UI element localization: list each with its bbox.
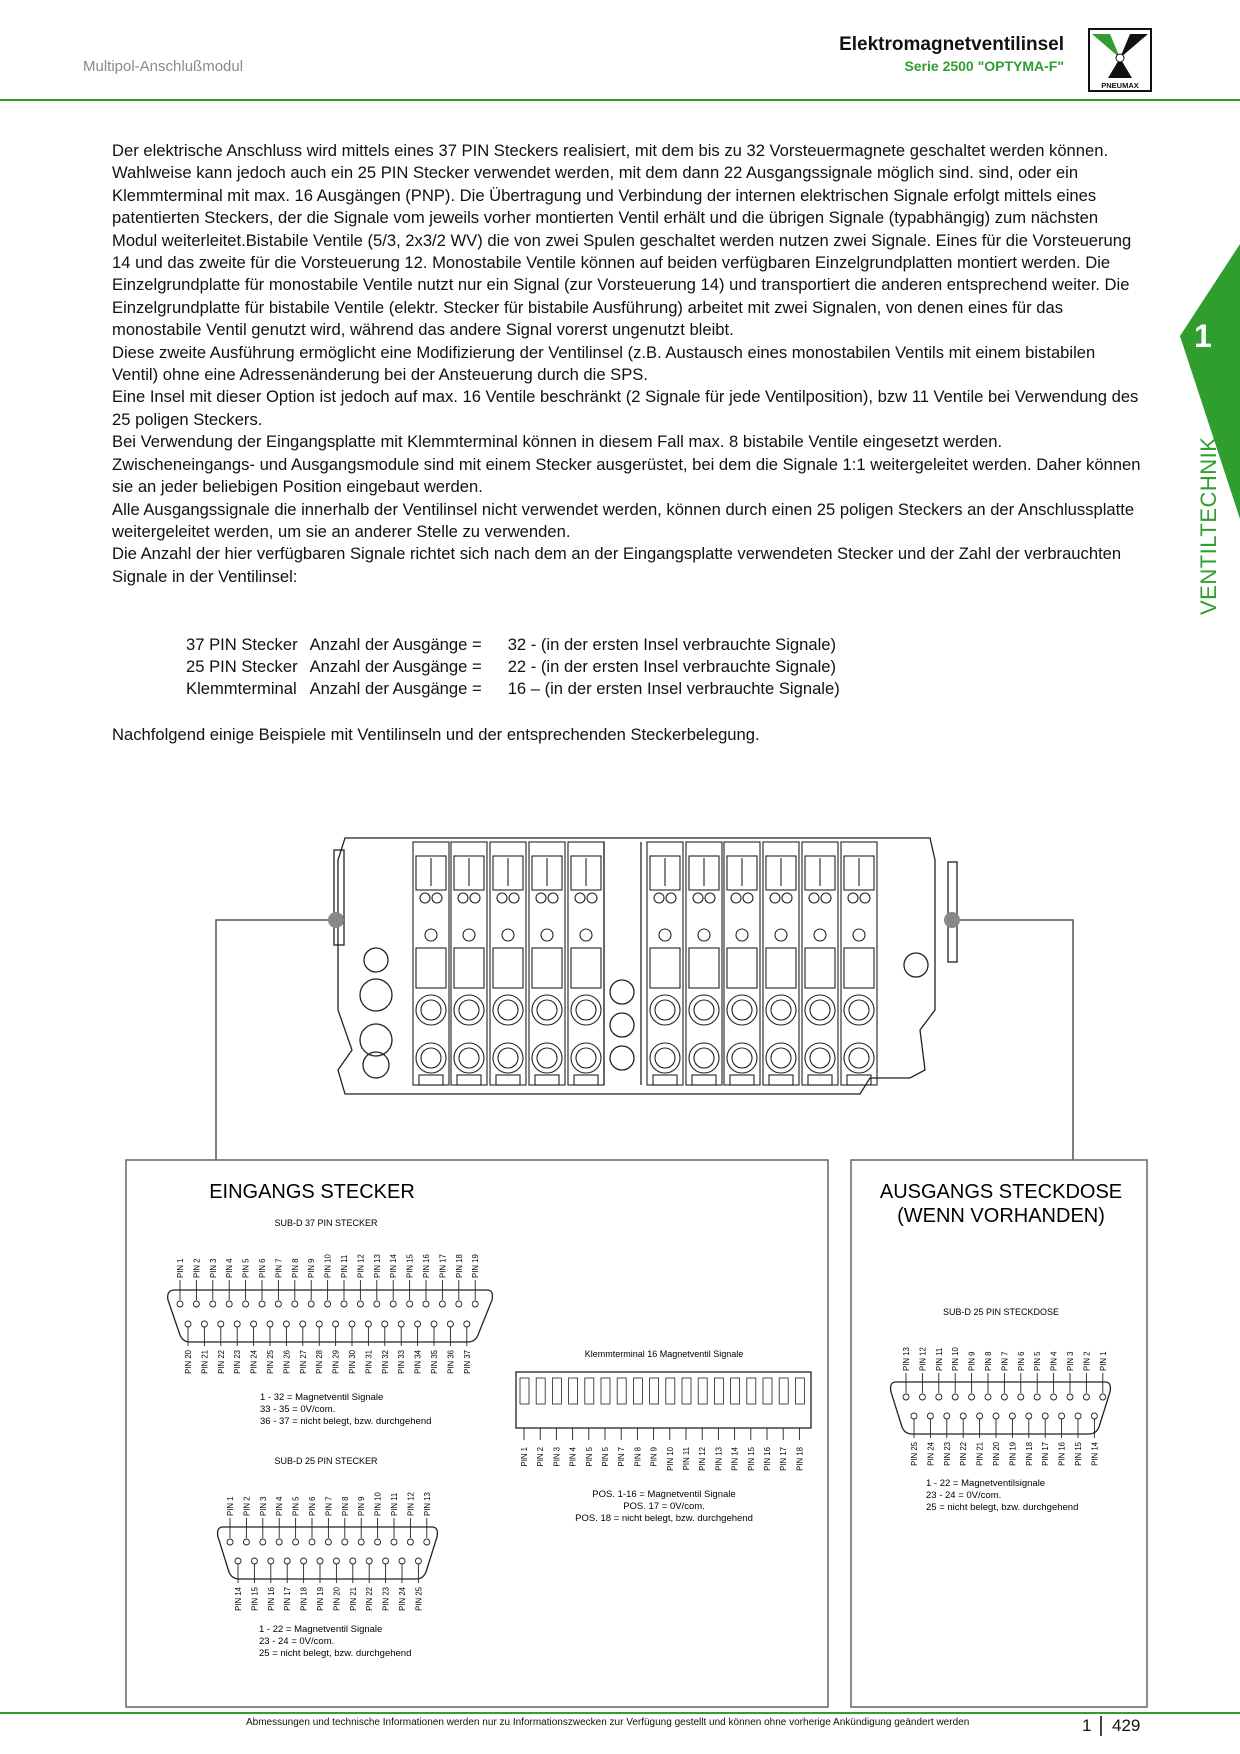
paragraph: Diese zweite Ausführung ermöglicht eine Modifizierung der Ventilinsel (z.B. Austausch eines monostabilen Ventils mit einem bistabilen Ventil) ohne eine Adressenänderung bei der Ansteuerung durch die SPS. xyxy=(112,342,1096,385)
pin-label: PIN 5 xyxy=(584,1447,594,1467)
pneumax-logo xyxy=(1088,28,1152,92)
footer-chapter: 1 xyxy=(1082,1716,1092,1735)
pin-contact xyxy=(439,1301,445,1307)
note-line: 36 - 37 = nicht belegt, bzw. durchgehend xyxy=(260,1416,432,1427)
valve-slice xyxy=(647,842,683,1085)
note-line: POS. 18 = nicht belegt, bzw. durchgehend xyxy=(575,1513,753,1524)
table-cell: 32 - (in der ersten Insel verbrauchte Signale) xyxy=(507,635,837,654)
pin-label: PIN 25 xyxy=(414,1587,424,1611)
pin-contact xyxy=(358,1539,364,1545)
pin-label: PIN 18 xyxy=(299,1587,309,1611)
pin-contact xyxy=(317,1558,323,1564)
pin-label: PIN 3 xyxy=(552,1447,562,1467)
pin-contact xyxy=(342,1539,348,1545)
pin-contact xyxy=(276,1539,282,1545)
pin-label: PIN 36 xyxy=(446,1350,456,1374)
terminal-slot xyxy=(585,1378,594,1404)
pin-contact xyxy=(944,1413,950,1419)
pin-contact xyxy=(251,1321,257,1327)
pin-label: PIN 14 xyxy=(1090,1442,1100,1466)
pin-label: PIN 12 xyxy=(698,1447,708,1471)
terminal-slot xyxy=(520,1378,529,1404)
table-row xyxy=(186,678,852,700)
terminal-notes xyxy=(575,1489,753,1524)
valve-slice xyxy=(686,842,722,1085)
terminal-title: Klemmterminal 16 Magnetventil Signale xyxy=(584,1349,744,1359)
pin-contact xyxy=(341,1301,347,1307)
pin-contact xyxy=(267,1321,273,1327)
terminal-slot xyxy=(731,1378,740,1404)
pin-contact xyxy=(1018,1394,1024,1400)
pin-contact xyxy=(185,1321,191,1327)
pin-contact xyxy=(407,1539,413,1545)
terminal-slot xyxy=(617,1378,626,1404)
pin-label: PIN 4 xyxy=(1049,1351,1059,1371)
pin-contact xyxy=(1026,1413,1032,1419)
table-cell: 22 - (in der ersten Insel verbrauchte Signale) xyxy=(507,657,837,676)
pin-label: PIN 3 xyxy=(258,1496,268,1516)
pin-label: PIN 24 xyxy=(398,1587,407,1611)
valve-slice xyxy=(802,842,838,1085)
note-line: 23 - 24 = 0V/com. xyxy=(926,1490,1002,1501)
connector-diagram xyxy=(0,830,1240,1659)
sub37-shell xyxy=(168,1290,493,1342)
pin-contact xyxy=(1075,1413,1081,1419)
pin-contact xyxy=(374,1301,380,1307)
pin-label: PIN 10 xyxy=(665,1447,675,1471)
pin-label: PIN 24 xyxy=(926,1442,936,1466)
note-line: 25 = nicht belegt, bzw. durchgehend xyxy=(926,1502,1079,1513)
pin-label: PIN 35 xyxy=(430,1350,439,1374)
pin-contact xyxy=(977,1413,983,1419)
table-row xyxy=(186,656,852,678)
pin-contact xyxy=(1034,1394,1040,1400)
pin-contact xyxy=(382,1321,388,1327)
pin-label: PIN 18 xyxy=(1024,1442,1034,1466)
pin-contact xyxy=(235,1558,241,1564)
paragraph: Zwischeneingangs- und Ausgangsmodule sind mit einem Stecker ausgerüstet, bei dem die Signale 1:1 weitergeleitet werden. Daher können sie an jeder beliebigen Position eingebaut werden. xyxy=(112,454,1141,497)
pin-contact xyxy=(177,1301,183,1307)
pin-label: PIN 11 xyxy=(390,1492,399,1516)
pin-contact xyxy=(431,1321,437,1327)
pin-contact xyxy=(325,1301,331,1307)
pin-label: PIN 13 xyxy=(372,1254,382,1278)
pin-contact xyxy=(1051,1394,1057,1400)
table-cell: Klemmterminal xyxy=(186,679,297,698)
pin-contact xyxy=(349,1321,355,1327)
note-line: POS. 17 = 0V/com. xyxy=(623,1501,705,1512)
pin-label: PIN 15 xyxy=(746,1447,756,1471)
pin-label: PIN 21 xyxy=(975,1442,985,1466)
pin-contact xyxy=(1091,1413,1097,1419)
sub25-title: SUB-D 25 PIN STECKER xyxy=(274,1456,378,1466)
pin-label: PIN 24 xyxy=(249,1350,259,1374)
terminal-slot xyxy=(795,1378,804,1404)
note-line: 25 = nicht belegt, bzw. durchgehend xyxy=(259,1648,412,1659)
paragraph: Die Anzahl der hier verfügbaren Signale richtet sich nach dem an der Eingangsplatte verwendeten Stecker und der Zahl der verbrauchten Signale in der Ventilinsel: xyxy=(112,544,1122,586)
pin-label: PIN 37 xyxy=(462,1350,472,1374)
terminal-slot xyxy=(714,1378,723,1404)
pin-contact xyxy=(251,1558,257,1564)
pin-contact xyxy=(390,1301,396,1307)
pin-contact xyxy=(366,1558,372,1564)
pin-contact xyxy=(375,1539,381,1545)
pin-label: PIN 11 xyxy=(682,1447,691,1471)
paragraph: Bei Verwendung der Eingangsplatte mit Klemmterminal können in diesem Fall max. 8 bistabile Ventile eingesetzt werden. xyxy=(112,432,1003,452)
pin-label: PIN 16 xyxy=(266,1587,276,1611)
pin-contact xyxy=(316,1321,322,1327)
valve-slice xyxy=(490,842,526,1085)
pin-contact xyxy=(1083,1394,1089,1400)
pin-contact xyxy=(398,1321,404,1327)
valve-slice xyxy=(724,842,760,1085)
pin-label: PIN 15 xyxy=(405,1254,415,1278)
pin-contact xyxy=(357,1301,363,1307)
pin-label: PIN 1 xyxy=(226,1496,235,1516)
pin-label: PIN 10 xyxy=(373,1492,383,1516)
pin-label: PIN 21 xyxy=(200,1350,210,1374)
pin-label: PIN 5 xyxy=(291,1496,301,1516)
pin-label: PIN 11 xyxy=(934,1347,944,1371)
pin-label: PIN 7 xyxy=(324,1496,334,1516)
pin-label: PIN 4 xyxy=(275,1496,285,1516)
pin-label: PIN 7 xyxy=(617,1447,627,1467)
pin-contact xyxy=(383,1558,389,1564)
header-rule xyxy=(0,99,1240,101)
pin-label: PIN 11 xyxy=(340,1254,349,1278)
pin-contact xyxy=(447,1321,453,1327)
pin-label: PIN 5 xyxy=(601,1447,610,1467)
terminal-block xyxy=(516,1372,811,1428)
pin-label: PIN 5 xyxy=(1033,1351,1043,1371)
chapter-number: 1 xyxy=(1194,318,1212,354)
terminal-slot xyxy=(601,1378,610,1404)
pin-label: PIN 27 xyxy=(298,1350,308,1374)
pin-label: PIN 12 xyxy=(406,1492,416,1516)
note-line: 1 - 22 = Magnetventil Signale xyxy=(259,1624,383,1635)
pin-contact xyxy=(952,1394,958,1400)
pin-contact xyxy=(259,1301,265,1307)
pin-label: PIN 19 xyxy=(1008,1442,1018,1466)
pin-label: PIN 4 xyxy=(568,1447,578,1467)
pin-label: PIN 25 xyxy=(910,1442,919,1466)
pin-contact xyxy=(993,1413,999,1419)
pin-label: PIN 15 xyxy=(1074,1442,1083,1466)
pin-contact xyxy=(283,1321,289,1327)
pin-contact xyxy=(1067,1394,1073,1400)
footer-rule xyxy=(0,1712,1240,1714)
table-cell: 16 – (in der ersten Insel verbrauchte Signale) xyxy=(507,679,840,698)
terminal-slot xyxy=(536,1378,545,1404)
pin-contact xyxy=(927,1413,933,1419)
sub25-shell xyxy=(218,1527,438,1579)
pin-label: PIN 25 xyxy=(266,1350,275,1374)
pin-contact xyxy=(969,1394,975,1400)
pin-label: PIN 1 xyxy=(1098,1351,1108,1371)
table-row xyxy=(186,634,852,656)
terminal-slot xyxy=(698,1378,707,1404)
pin-contact xyxy=(325,1539,331,1545)
pin-label: PIN 9 xyxy=(307,1258,317,1278)
note-line: 1 - 22 = Magnetventilsignale xyxy=(926,1478,1046,1489)
pin-contact xyxy=(309,1539,315,1545)
pin-contact xyxy=(985,1394,991,1400)
followup-text: Nachfolgend einige Beispiele mit Ventilinseln und der entsprechenden Steckerbelegung. xyxy=(112,725,760,744)
pin-label: PIN 19 xyxy=(471,1254,481,1278)
paragraph: Alle Ausgangssignale die innerhalb der Ventilinsel nicht verwendet werden, können durch einen 25 poligen Steckers an der Anschlussplatte weitergeleitet werden, um sie an anderer Stelle zu verwenden. xyxy=(112,499,1135,541)
pin-label: PIN 16 xyxy=(763,1447,772,1471)
pin-label: PIN 23 xyxy=(942,1442,952,1466)
pin-contact xyxy=(260,1539,266,1545)
pin-label: PIN 7 xyxy=(1000,1351,1010,1371)
pin-contact xyxy=(1059,1413,1065,1419)
pin-contact xyxy=(350,1558,356,1564)
pin-label: PIN 6 xyxy=(258,1258,267,1278)
pin-label: PIN 6 xyxy=(308,1496,317,1516)
pin-label: PIN 8 xyxy=(290,1258,300,1278)
pin-label: PIN 32 xyxy=(380,1350,390,1374)
terminal-slot xyxy=(682,1378,691,1404)
pin-contact xyxy=(456,1301,462,1307)
pin-label: PIN 16 xyxy=(1057,1442,1067,1466)
paragraph: Der elektrische Anschluss wird mittels eines 37 PIN Steckers realisiert, mit dem bis zu 32 Vorsteuermagnete geschaltet werden können. Wahlweise kann jedoch auch ein 25 PIN Stecker verwendet werden, mit dem dann 22 Ausgangssignale möglich sind. sind, oder ein Klemmterminal mit max. 16 Ausgängen (PNP). Die Übertragung und Verbindung der internen elektrischen Signale erfolgt mittels eines patentierten Steckers, der die Signale vom jeweils vorher montierten Ventil erhält und die übrigen Signale (typabhängig) zum nächsten Modul weiterleitet.Bistabile Ventile (5/3, 2x3/2 WV) die von zwei Spulen geschaltet werden nutzen zwei Signale. Eines für die Vorsteuerung 14 und das zweite für die Vorsteuerung 12. Monostabile Ventile können auf beiden verfügbaren Einzelgrundplatten montiert werden. Die Einzelgrundplatte für monostabile Ventile nutzt nur ein Signal (zur Vorsteuerung 14) und transportiert die anderen entsprechend weiter. Die Einzelgrundplatte für bistabile Ventile (elektr. Stecker für bistabile Ausführung) arbeitet mit zwei Signalen, von denen eines für das monostabile Ventil genutzt wird, während das andere Signal vorerst ungenutzt bleibt. xyxy=(112,141,1132,340)
note-line: 23 - 24 = 0V/com. xyxy=(259,1636,335,1647)
chapter-label: VENTILTECHNIK xyxy=(1196,436,1221,615)
pin-label: PIN 1 xyxy=(176,1258,185,1278)
table-cell: 25 PIN Stecker xyxy=(186,657,298,676)
footer-disclaimer: Abmessungen und technische Informationen werden nur zu Informationszwecken zur Verfügung gestellt und können ohne vorherige Ankündigung geändert werden xyxy=(246,1717,970,1728)
pin-contact xyxy=(218,1321,224,1327)
pin-contact xyxy=(424,1539,430,1545)
pin-label: PIN 9 xyxy=(967,1351,977,1371)
pin-contact xyxy=(333,1558,339,1564)
pin-label: PIN 3 xyxy=(208,1258,218,1278)
terminal-slot xyxy=(650,1378,659,1404)
pin-contact xyxy=(464,1321,470,1327)
valve-slice xyxy=(568,842,604,1085)
pin-contact xyxy=(936,1394,942,1400)
pin-label: PIN 15 xyxy=(250,1587,260,1611)
pin-contact xyxy=(210,1301,216,1307)
pin-label: PIN 8 xyxy=(340,1496,350,1516)
pin-label: PIN 3 xyxy=(1066,1351,1075,1371)
pin-label: PIN 14 xyxy=(234,1587,243,1611)
pin-contact xyxy=(472,1301,478,1307)
pin-contact xyxy=(1100,1394,1106,1400)
pin-contact xyxy=(903,1394,909,1400)
section-title: Multipol-Anschlußmodul xyxy=(83,58,244,75)
pin-contact xyxy=(284,1558,290,1564)
out25-title: SUB-D 25 PIN STECKDOSE xyxy=(942,1307,1060,1317)
pin-contact xyxy=(333,1321,339,1327)
pin-label: PIN 8 xyxy=(633,1447,643,1467)
footer-separator xyxy=(1100,1716,1102,1736)
pin-contact xyxy=(308,1301,314,1307)
pin-contact xyxy=(193,1301,199,1307)
pin-label: PIN 2 xyxy=(242,1496,252,1516)
pin-label: PIN 10 xyxy=(951,1347,961,1371)
output-subtitle: (WENN VORHANDEN) xyxy=(897,1205,1105,1227)
valve-slice xyxy=(841,842,877,1085)
out25-notes xyxy=(926,1478,1078,1513)
pin-label: PIN 6 xyxy=(1016,1351,1026,1371)
pin-contact xyxy=(960,1413,966,1419)
valve-slices xyxy=(413,842,877,1085)
pin-label: PIN 17 xyxy=(438,1254,448,1278)
pin-contact xyxy=(243,1539,249,1545)
pin-label: PIN 28 xyxy=(315,1350,325,1374)
pin-label: PIN 20 xyxy=(992,1442,1001,1466)
pin-contact xyxy=(919,1394,925,1400)
paragraph: Eine Insel mit dieser Option ist jedoch auf max. 16 Ventile beschränkt (2 Signale für jede Ventilposition), bzw 11 Ventile bei Verwendung des 25 poligen Steckers. xyxy=(112,387,1139,429)
pin-label: PIN 17 xyxy=(283,1587,293,1611)
terminal-slot xyxy=(633,1378,642,1404)
pin-label: PIN 29 xyxy=(331,1350,341,1374)
pin-label: PIN 2 xyxy=(536,1447,546,1467)
valve-island-drawing xyxy=(334,838,957,1094)
pin-contact xyxy=(399,1558,405,1564)
pin-label: PIN 9 xyxy=(357,1496,367,1516)
table-cell: Anzahl der Ausgänge = xyxy=(309,679,482,698)
pin-contact xyxy=(275,1301,281,1307)
series-subtitle: Serie 2500 "OPTYMA-F" xyxy=(904,58,1064,74)
note-line: 33 - 35 = 0V/com. xyxy=(260,1404,336,1415)
pin-label: PIN 13 xyxy=(714,1447,724,1471)
pin-contact xyxy=(423,1301,429,1307)
pin-label: PIN 13 xyxy=(902,1347,911,1371)
pin-label: PIN 31 xyxy=(364,1350,374,1374)
pin-label: PIN 14 xyxy=(389,1254,399,1278)
pin-label: PIN 22 xyxy=(959,1442,969,1466)
pin-label: PIN 33 xyxy=(397,1350,407,1374)
terminal-slot xyxy=(779,1378,788,1404)
pin-label: PIN 2 xyxy=(1082,1351,1092,1371)
pin-label: PIN 8 xyxy=(984,1351,993,1371)
pin-contact xyxy=(1042,1413,1048,1419)
pin-contact xyxy=(293,1539,299,1545)
pin-label: PIN 12 xyxy=(356,1254,366,1278)
pin-label: PIN 2 xyxy=(192,1258,202,1278)
pin-contact xyxy=(415,1321,421,1327)
pin-contact xyxy=(391,1539,397,1545)
pin-label: PIN 20 xyxy=(332,1587,342,1611)
pin-contact xyxy=(292,1301,298,1307)
pin-label: PIN 16 xyxy=(422,1254,431,1278)
pin-label: PIN 30 xyxy=(348,1350,357,1374)
pin-label: PIN 12 xyxy=(918,1347,928,1371)
pin-label: PIN 23 xyxy=(381,1587,391,1611)
pin-label: PIN 18 xyxy=(454,1254,464,1278)
pin-label: PIN 5 xyxy=(241,1258,251,1278)
pin-contact xyxy=(268,1558,274,1564)
pin-contact xyxy=(301,1558,307,1564)
pin-label: PIN 18 xyxy=(795,1447,805,1471)
pin-label: PIN 22 xyxy=(365,1587,375,1611)
pin-label: PIN 4 xyxy=(225,1258,235,1278)
valve-slice xyxy=(529,842,565,1085)
pin-label: PIN 14 xyxy=(730,1447,740,1471)
pin-contact xyxy=(1001,1394,1007,1400)
terminal-slot xyxy=(747,1378,756,1404)
pin-contact xyxy=(243,1301,249,1307)
pin-label: PIN 9 xyxy=(649,1447,659,1467)
logo-text: PNEUMAX xyxy=(1101,81,1139,90)
pin-label: PIN 1 xyxy=(520,1447,529,1467)
pin-label: PIN 10 xyxy=(323,1254,333,1278)
terminal-slot xyxy=(763,1378,772,1404)
pin-contact xyxy=(911,1413,917,1419)
pin-label: PIN 17 xyxy=(1041,1442,1051,1466)
pin-contact xyxy=(1009,1413,1015,1419)
sub37-title: SUB-D 37 PIN STECKER xyxy=(274,1218,378,1228)
pin-contact xyxy=(227,1539,233,1545)
pin-label: PIN 20 xyxy=(184,1350,193,1374)
footer-page-number: 429 xyxy=(1112,1716,1141,1735)
terminal-slot xyxy=(569,1378,578,1404)
note-line: 1 - 32 = Magnetventil Signale xyxy=(260,1392,384,1403)
note-line: POS. 1-16 = Magnetventil Signale xyxy=(592,1489,736,1500)
out25-shell xyxy=(891,1382,1111,1434)
pin-contact xyxy=(365,1321,371,1327)
table-cell: Anzahl der Ausgänge = xyxy=(309,635,482,654)
input-title: EINGANGS STECKER xyxy=(209,1181,415,1203)
pin-label: PIN 13 xyxy=(422,1492,432,1516)
sub37-notes xyxy=(260,1392,431,1427)
pin-label: PIN 19 xyxy=(316,1587,325,1611)
sub25-notes xyxy=(259,1624,411,1659)
valve-slice xyxy=(413,842,449,1085)
pin-label: PIN 21 xyxy=(348,1587,358,1611)
valve-slice xyxy=(763,842,799,1085)
output-title: AUSGANGS STECKDOSE xyxy=(879,1181,1123,1203)
pin-label: PIN 34 xyxy=(413,1350,423,1374)
pin-contact xyxy=(234,1321,240,1327)
terminal-slot xyxy=(666,1378,675,1404)
pin-label: PIN 22 xyxy=(216,1350,226,1374)
pin-label: PIN 7 xyxy=(274,1258,284,1278)
pin-contact xyxy=(415,1558,421,1564)
pin-label: PIN 26 xyxy=(282,1350,292,1374)
page-title: Elektromagnetventilinsel xyxy=(839,34,1064,55)
output-count-table xyxy=(186,634,852,700)
body-text xyxy=(112,140,1142,588)
pin-contact xyxy=(300,1321,306,1327)
pin-contact xyxy=(201,1321,207,1327)
pin-contact xyxy=(407,1301,413,1307)
valve-slice xyxy=(451,842,487,1085)
terminal-slot xyxy=(552,1378,561,1404)
pin-label: PIN 23 xyxy=(233,1350,243,1374)
input-panel xyxy=(126,1160,828,1707)
pin-label: PIN 17 xyxy=(779,1447,789,1471)
table-cell: Anzahl der Ausgänge = xyxy=(309,657,482,676)
table-cell: 37 PIN Stecker xyxy=(186,635,298,654)
pin-contact xyxy=(226,1301,232,1307)
